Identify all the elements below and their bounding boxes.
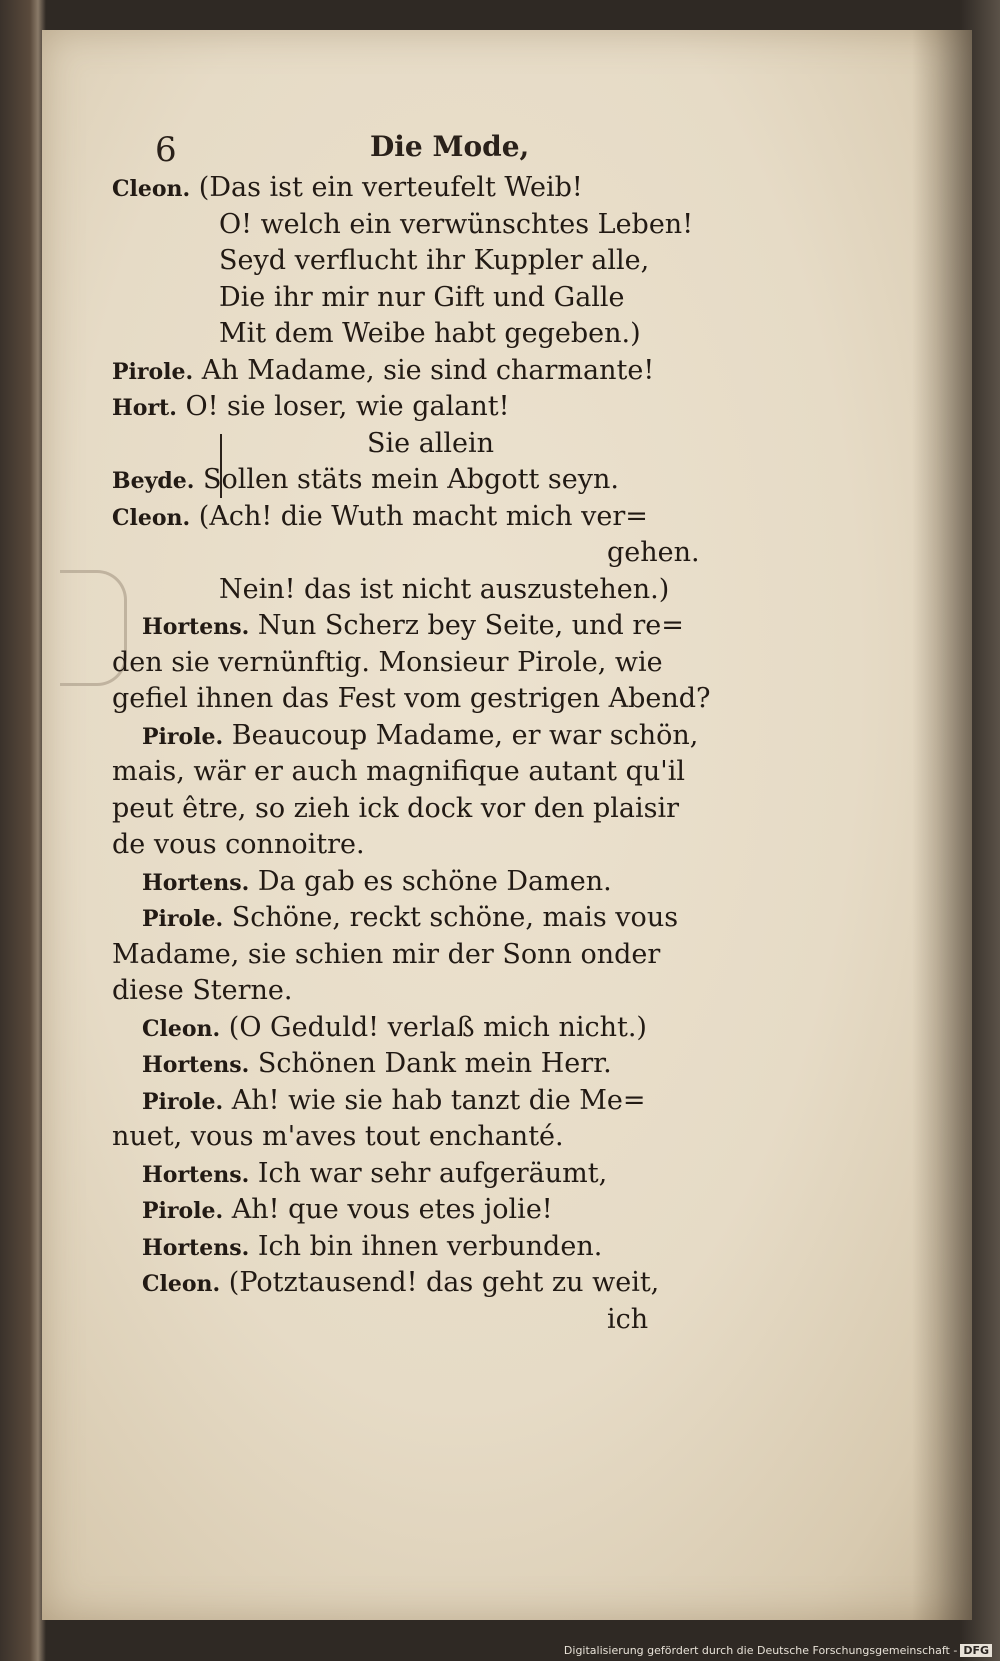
line-text: diese Sterne. bbox=[112, 975, 293, 1006]
speaker-name: Pirole. bbox=[142, 906, 224, 932]
line-text: Nun Scherz bey Seite, und re= bbox=[257, 610, 684, 641]
line-text: (Potztausend! das geht zu weit, bbox=[228, 1267, 660, 1298]
line-text: gefiel ihnen das Fest vom gestrigen Abend? bbox=[112, 683, 711, 714]
line-text: Schönen Dank mein Herr. bbox=[257, 1048, 612, 1079]
speaker-name: Hortens. bbox=[142, 614, 250, 640]
text-line bbox=[112, 827, 792, 864]
text-line bbox=[112, 1302, 792, 1339]
line-text: den sie vernünftig. Monsieur Pirole, wie bbox=[112, 646, 663, 678]
text-line bbox=[112, 462, 792, 499]
speaker-name: Pirole. bbox=[142, 723, 224, 750]
text-line bbox=[112, 1229, 792, 1266]
text-line bbox=[112, 207, 792, 244]
text-line bbox=[112, 681, 792, 718]
line-text: O! sie loser, wie galant! bbox=[185, 391, 510, 422]
line-text: de vous connoitre. bbox=[112, 829, 365, 860]
line-text: O! welch ein verwünschtes Leben! bbox=[219, 208, 694, 240]
brace-bracket bbox=[220, 434, 228, 498]
line-text: Ah! wie sie hab tanzt die Me= bbox=[231, 1084, 646, 1116]
line-text: ich bbox=[607, 1303, 649, 1335]
speaker-name: Hortens. bbox=[142, 1161, 250, 1188]
text-line bbox=[112, 243, 792, 280]
speaker-name: Hort. bbox=[112, 395, 177, 421]
line-text: mais, wär er auch magnifique autant qu'il bbox=[112, 756, 685, 787]
line-text: Madame, sie schien mir der Sonn onder bbox=[112, 938, 661, 970]
line-text: Schöne, reckt schöne, mais vous bbox=[231, 902, 679, 933]
text-line bbox=[112, 754, 792, 791]
speaker-name: Beyde. bbox=[112, 468, 195, 494]
speaker-name: Pirole. bbox=[142, 1088, 224, 1115]
line-text: Sollen stäts mein Abgott seyn. bbox=[203, 464, 619, 495]
line-text: Seyd verflucht ihr Kuppler alle, bbox=[219, 245, 650, 276]
text-line bbox=[112, 1156, 792, 1193]
line-text: Sie allein bbox=[367, 427, 495, 459]
text-line bbox=[112, 572, 792, 609]
text-line bbox=[112, 973, 792, 1010]
text-line bbox=[112, 353, 792, 390]
line-text: Ich war sehr aufgeräumt, bbox=[257, 1157, 608, 1189]
text-line bbox=[112, 1119, 792, 1156]
text-line bbox=[112, 937, 792, 974]
speaker-name: Cleon. bbox=[112, 504, 191, 531]
text-line bbox=[112, 1083, 792, 1120]
text-line bbox=[112, 280, 792, 317]
text-line bbox=[112, 535, 792, 572]
text-line bbox=[112, 645, 792, 682]
page-gutter-shadow bbox=[912, 30, 972, 1620]
speaker-name: Hortens. bbox=[142, 869, 250, 896]
speaker-name: Pirole. bbox=[112, 358, 194, 385]
text-line bbox=[112, 718, 792, 755]
text-line bbox=[112, 316, 792, 353]
speaker-name: Pirole. bbox=[142, 1198, 224, 1224]
line-text: (O Geduld! verlaß mich nicht.) bbox=[228, 1011, 647, 1043]
line-text: Beaucoup Madame, er war schön, bbox=[231, 719, 699, 751]
text-line bbox=[112, 389, 792, 426]
dfg-logo: DFG bbox=[960, 1644, 992, 1657]
running-head: Die Mode, bbox=[370, 130, 530, 163]
text-line bbox=[112, 1192, 792, 1229]
text-line bbox=[112, 900, 792, 937]
text-line bbox=[112, 864, 792, 901]
text-line bbox=[112, 1046, 792, 1083]
line-text: gehen. bbox=[607, 537, 700, 568]
line-text: Ah! que vous etes jolie! bbox=[231, 1194, 553, 1225]
speaker-name: Cleon. bbox=[112, 176, 191, 202]
line-text: peut être, so zieh ick dock vor den plaisir bbox=[112, 792, 680, 824]
line-text: (Das ist ein verteufelt Weib! bbox=[198, 172, 583, 203]
text-line bbox=[112, 608, 792, 645]
speaker-name: Hortens. bbox=[142, 1234, 250, 1261]
line-text: Mit dem Weibe habt gegeben.) bbox=[219, 318, 641, 349]
line-text: Die ihr mir nur Gift und Galle bbox=[219, 281, 625, 313]
line-text: Ah Madame, sie sind charmante! bbox=[201, 354, 655, 386]
footer-credit bbox=[564, 1644, 992, 1657]
line-text: Nein! das ist nicht auszustehen.) bbox=[219, 573, 670, 605]
text-line bbox=[112, 791, 792, 828]
footer-text: Digitalisierung gefördert durch die Deutsche Forschungsgemeinschaft - bbox=[563, 1644, 958, 1657]
text-line bbox=[112, 426, 792, 463]
line-text: Ich bin ihnen verbunden. bbox=[257, 1230, 603, 1262]
text-line bbox=[112, 170, 792, 207]
page-number: 6 bbox=[155, 130, 177, 170]
line-text: (Ach! die Wuth macht mich ver= bbox=[198, 500, 648, 532]
speaker-name: Cleon. bbox=[142, 1015, 221, 1042]
text-line bbox=[112, 1265, 792, 1302]
play-text bbox=[112, 170, 792, 1338]
text-line bbox=[112, 1010, 792, 1047]
speaker-name: Cleon. bbox=[142, 1271, 221, 1297]
line-text: nuet, vous m'aves tout enchanté. bbox=[112, 1121, 564, 1152]
line-text: Da gab es schöne Damen. bbox=[257, 865, 612, 897]
text-line bbox=[112, 499, 792, 536]
speaker-name: Hortens. bbox=[142, 1052, 250, 1078]
